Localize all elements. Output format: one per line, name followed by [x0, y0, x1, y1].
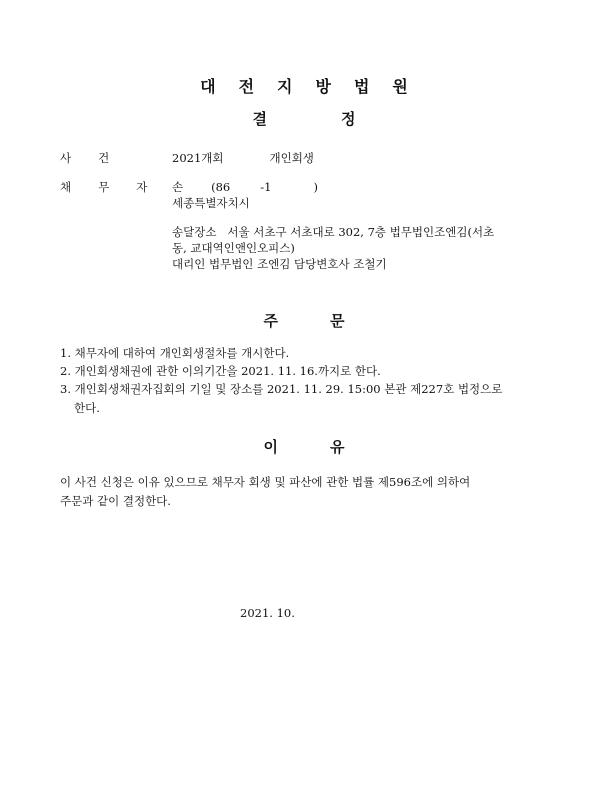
service-agent: 대리인 법무법인 조엔김 담당변호사 조철기	[172, 257, 387, 271]
reason-heading: 이유	[263, 438, 397, 456]
debtor-id-mid: -1	[260, 180, 272, 194]
debtor-id-open: (86	[211, 180, 231, 194]
debtor-name-line	[172, 179, 318, 195]
order-item-3: 3. 개인회생채권자집회의 기일 및 장소를 2021. 11. 29. 15:00 본관 제227호 법정으로	[60, 382, 503, 396]
decision-date: 2021. 10.	[240, 606, 295, 620]
service-address-line2: 동, 교대역인앤인오피스)	[172, 241, 295, 255]
service-label: 송달장소	[172, 225, 217, 239]
order-item-3-cont: 한다.	[74, 401, 100, 415]
debtor-label: 채무자	[60, 180, 175, 194]
order-item-1: 1. 채무자에 대하여 개인회생절차를 개시한다.	[60, 346, 290, 360]
reason-line-2: 주문과 같이 결정한다.	[60, 494, 171, 508]
service-address-line1	[172, 224, 494, 240]
order-heading: 주문	[263, 312, 397, 330]
debtor-address: 세종특별자치시	[172, 196, 250, 210]
service-address-text: 서울 서초구 서초대로 302, 7층 법무법인조엔김(서초	[227, 225, 495, 239]
case-label: 사건	[60, 151, 137, 165]
order-item-2: 2. 개인회생채권에 관한 이의기간을 2021. 11. 16.까지로 한다.	[60, 364, 381, 378]
debtor-name: 손	[172, 180, 184, 194]
case-number-text: 2021개회	[172, 151, 224, 165]
reason-line-1: 이 사건 신청은 이유 있으므로 채무자 회생 및 파산에 관한 법률 제596조에 의하여	[60, 475, 471, 489]
case-number	[172, 150, 314, 166]
court-name: 대전지방법원	[200, 77, 431, 96]
debtor-id-close: )	[313, 180, 318, 194]
document-type-title: 결정	[252, 110, 430, 128]
case-name: 개인회생	[269, 151, 314, 165]
